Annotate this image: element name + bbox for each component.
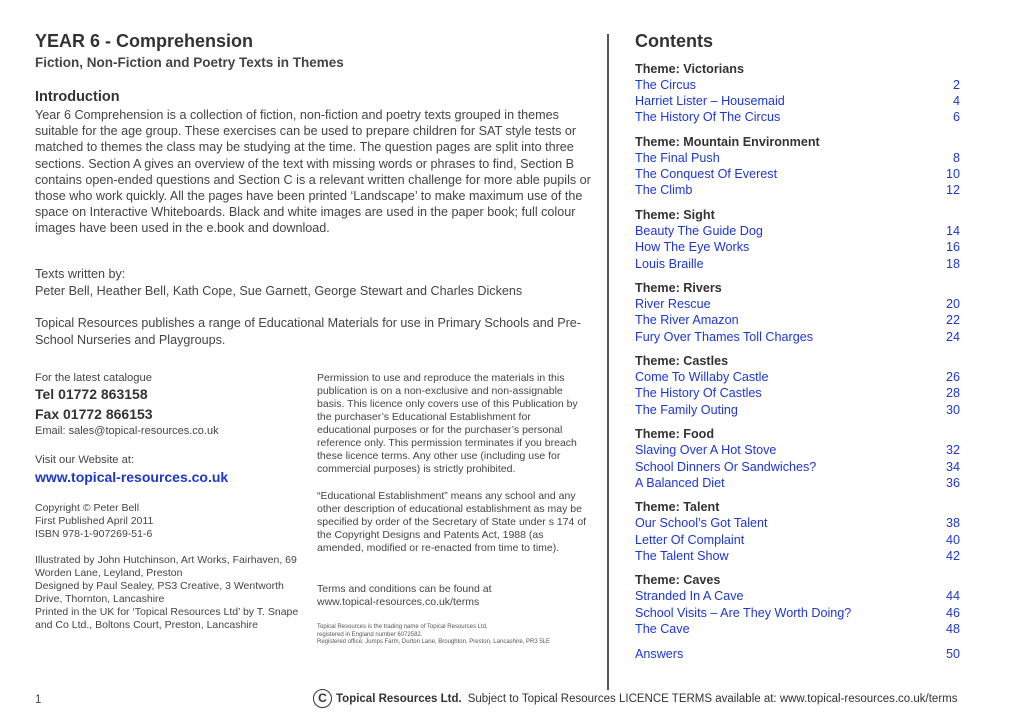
- theme-section: [635, 134, 960, 199]
- toc-entry-label: The History Of Castles: [635, 386, 762, 401]
- toc-entry-label: The Final Push: [635, 151, 720, 166]
- toc-entry-label: Louis Braille: [635, 256, 704, 271]
- toc-entry-page: 24: [945, 329, 960, 344]
- toc-entry-page: 2: [952, 78, 960, 92]
- authors-list: Peter Bell, Heather Bell, Kath Cope, Sue Garnett, George Stewart and Charles Dickens: [35, 284, 523, 298]
- website-link[interactable]: www.topical-resources.co.uk: [35, 469, 229, 485]
- page-title: YEAR 6 - Comprehension: [35, 31, 254, 51]
- toc-entry-page: 36: [945, 475, 960, 490]
- toc-entry[interactable]: [635, 532, 960, 548]
- toc-entry[interactable]: [635, 109, 960, 125]
- toc-entry-label: Harriet Lister – Housemaid: [635, 94, 785, 109]
- toc-entry[interactable]: [635, 93, 960, 109]
- toc-entry[interactable]: [635, 166, 960, 182]
- website-label: Visit our Website at:: [35, 454, 135, 466]
- toc-entry-label: The Family Outing: [635, 402, 738, 417]
- toc-entry-page: 50: [945, 646, 960, 661]
- toc-entry-label: The Circus: [635, 78, 696, 92]
- toc-entry-label: The Climb: [635, 183, 693, 198]
- toc-entry-page: 34: [945, 459, 960, 474]
- toc-entry-label: The History Of The Circus: [635, 110, 781, 125]
- toc-entry[interactable]: [635, 369, 960, 385]
- terms-label: Terms and conditions can be found at: [317, 583, 492, 595]
- toc-entry-page: 10: [945, 167, 960, 182]
- page-number: 1: [35, 694, 42, 706]
- toc-entry[interactable]: [635, 475, 960, 491]
- theme-title: Theme: Castles: [635, 354, 729, 369]
- footer-publisher: Topical Resources Ltd.: [336, 692, 462, 705]
- toc-entry-label: Our School’s Got Talent: [635, 516, 768, 531]
- toc-entry[interactable]: [635, 402, 960, 418]
- toc-entry-label: School Visits – Are They Worth Doing?: [635, 605, 852, 620]
- introduction-heading: Introduction: [35, 89, 120, 105]
- toc-entry-label: Beauty The Guide Dog: [635, 224, 763, 239]
- registration-line: registered in England number 6072582.: [317, 631, 423, 638]
- email-address: Email: sales@topical-resources.co.uk: [35, 425, 219, 437]
- terms-block: [317, 583, 587, 609]
- theme-section: [635, 426, 960, 491]
- toc-entry-label: Slaving Over A Hot Stove: [635, 443, 777, 458]
- toc-entry[interactable]: [635, 256, 960, 272]
- registration-line: Topical Resources is the trading name of Topical Resources Ltd,: [317, 624, 488, 630]
- toc-entry-label: River Rescue: [635, 297, 711, 312]
- publish-date-line: First Published April 2011: [35, 515, 154, 527]
- footer-licence-text: Subject to Topical Resources LICENCE TERMS available at: www.topical-resources.co.uk/terms: [467, 692, 958, 705]
- theme-title: Theme: Talent: [635, 500, 720, 515]
- fax-number: Fax 01772 866153: [35, 406, 153, 422]
- terms-link[interactable]: www.topical-resources.co.uk/terms: [317, 596, 480, 608]
- copyright-icon: C: [313, 689, 332, 708]
- toc-entry-page: 4: [952, 94, 960, 109]
- toc-entry-label: The Cave: [635, 621, 690, 636]
- toc-entry[interactable]: [635, 548, 960, 564]
- authors-label: Texts written by:: [35, 267, 126, 281]
- isbn-line: ISBN 978-1-907269-51-6: [35, 528, 153, 540]
- toc-entry-page: 38: [945, 516, 960, 531]
- page-subtitle: Fiction, Non-Fiction and Poetry Texts in Themes: [35, 55, 344, 70]
- theme-section: [635, 572, 960, 637]
- catalogue-label: For the latest catalogue: [35, 372, 152, 384]
- toc-entry[interactable]: [635, 296, 960, 312]
- permission-text: Permission to use and reproduce the materials in this publication is on a non-exclusive and non-assignable basis. This licence only covers use of this Publication by the purchaser’s Educational Establishment for educational purposes or for the purchaser’s personal reference only. This permission terminates if you breach these licence terms. Any other use (including use for commercial purposes) is strictly prohibited.: [317, 372, 578, 475]
- toc-entry-label: A Balanced Diet: [635, 475, 725, 490]
- toc-entry-page: 42: [945, 548, 960, 563]
- theme-title: Theme: Mountain Environment: [635, 135, 820, 150]
- theme-title: Theme: Food: [635, 427, 715, 442]
- theme-section: [635, 61, 960, 126]
- toc-entry-page: 8: [952, 151, 960, 166]
- toc-entry[interactable]: [635, 77, 960, 93]
- introduction-text: Year 6 Comprehension is a collection of fiction, non-fiction and poetry texts grouped in themes suitable for the age group. These exercises can be used to prepare children for SAT style tests or matched to themes the class may be studying at the time. The question pages are split into three sections. Section A gives an overview of the text with missing words or phrases to find, Section B contains open-ended questions and Section C is a relevant written challenge for more able pupils or those who work quickly. All the pages have been printed ‘Landscape’ to make maximum use of the space on Interactive Whiteboards. Black and white images are used in the paper book; full colour images have been used in the e.book and download.: [35, 108, 591, 236]
- footer-licence: [313, 689, 958, 708]
- toc-entry-label: School Dinners Or Sandwiches?: [635, 459, 817, 474]
- toc-entry-page: 22: [945, 313, 960, 328]
- theme-title: Theme: Sight: [635, 208, 715, 223]
- toc-entry-page: 16: [945, 240, 960, 255]
- toc-entry-page: 32: [945, 443, 960, 458]
- toc-entry[interactable]: [635, 621, 960, 637]
- toc-entry-page: 12: [945, 183, 960, 198]
- theme-title: Theme: Rivers: [635, 281, 722, 296]
- toc-entry[interactable]: [635, 150, 960, 166]
- designer-credit: Designed by Paul Sealey, PS3 Creative, 3 Wentworth Drive, Thornton, Lancashire: [35, 580, 284, 605]
- toc-entry-page: 46: [945, 605, 960, 620]
- toc-entry-page: 48: [945, 621, 960, 636]
- theme-title: Theme: Caves: [635, 573, 721, 588]
- establishment-definition: “Educational Establishment” means any school and any other description of educational establishment as may be specified by order of the Secretary of State under s 174 of the Copyright Designs and Patents Act, 1988 (as amended, modified or re-enacted from time to time).: [317, 490, 587, 554]
- registration-block: [317, 624, 597, 647]
- toc-entry[interactable]: [635, 442, 960, 458]
- theme-section: [635, 499, 960, 564]
- theme-section: [635, 353, 960, 418]
- theme-section: [635, 207, 960, 272]
- theme-section: [635, 280, 960, 345]
- contents-heading: Contents: [635, 31, 713, 51]
- toc-entry-answers[interactable]: [635, 646, 960, 662]
- publisher-description: Topical Resources publishes a range of Educational Materials for use in Primary Schools and Pre-School Nurseries and Playgroups.: [35, 316, 582, 347]
- toc-entry[interactable]: [635, 605, 960, 621]
- table-of-contents: [635, 61, 960, 662]
- toc-entry-page: 26: [945, 370, 960, 385]
- toc-entry-page: 44: [945, 589, 960, 604]
- toc-entry[interactable]: [635, 182, 960, 198]
- toc-entry-label: The Talent Show: [635, 548, 729, 563]
- toc-entry-label: Stranded In A Cave: [635, 589, 744, 604]
- toc-entry-page: 20: [945, 297, 960, 312]
- toc-entry-label: Answers: [635, 646, 684, 661]
- toc-entry[interactable]: [635, 223, 960, 239]
- toc-entry[interactable]: [635, 459, 960, 475]
- toc-entry-page: 18: [945, 256, 960, 271]
- toc-entry-page: 28: [945, 386, 960, 401]
- registration-line: Registered office: Jumps Farm, Durton Lane, Broughton, Preston, Lancashire, PR3 5LE: [317, 639, 551, 645]
- copyright-block: [35, 502, 153, 541]
- toc-entry-page: 30: [945, 402, 960, 417]
- toc-entry-label: How The Eye Works: [635, 240, 750, 255]
- toc-entry[interactable]: [635, 312, 960, 328]
- toc-entry[interactable]: [635, 588, 960, 604]
- toc-entry-label: Fury Over Thames Toll Charges: [635, 329, 814, 344]
- toc-entry[interactable]: [635, 385, 960, 401]
- telephone-number: Tel 01772 863158: [35, 386, 148, 402]
- toc-entry[interactable]: [635, 329, 960, 345]
- toc-entry-label: The River Amazon: [635, 313, 739, 328]
- toc-entry-label: Letter Of Complaint: [635, 532, 745, 547]
- credits-block: [35, 554, 305, 632]
- printer-credit: Printed in the UK for ‘Topical Resources Ltd’ by T. Snape and Co Ltd., Boltons Court, Preston, Lancashire: [35, 606, 299, 631]
- illustrator-credit: Illustrated by John Hutchinson, Art Works, Fairhaven, 69 Worden Lane, Leyland, Preston: [35, 554, 297, 579]
- theme-title: Theme: Victorians: [635, 62, 744, 76]
- toc-entry[interactable]: [635, 239, 960, 255]
- toc-entry-label: Come To Willaby Castle: [635, 370, 769, 385]
- copyright-line: Copyright © Peter Bell: [35, 502, 140, 514]
- toc-entry-page: 40: [945, 532, 960, 547]
- toc-entry-page: 6: [952, 110, 960, 125]
- toc-entry-label: The Conquest Of Everest: [635, 167, 778, 182]
- toc-entry-page: 14: [945, 224, 960, 239]
- toc-entry[interactable]: [635, 515, 960, 531]
- page-divider: [607, 34, 609, 690]
